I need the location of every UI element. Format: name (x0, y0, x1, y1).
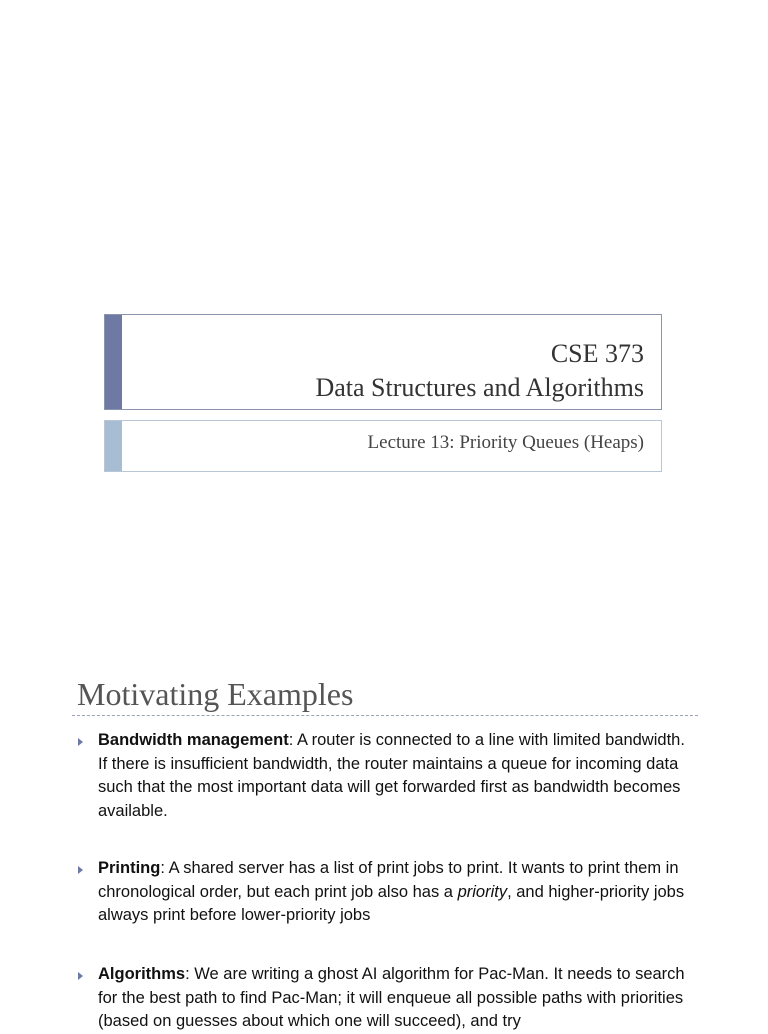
bullet-term: Bandwidth management (98, 731, 289, 749)
bullet-item (78, 857, 698, 928)
bullet-text: : We are writing a ghost AI algorithm for Pac-Man. It needs to search for the best path to find Pac-Man; it will enqueue all possible paths with priorities (based on guesses about which one will succeed), and try (98, 965, 685, 1030)
course-code: CSE 373 (550, 339, 644, 368)
subtitle-box (104, 420, 662, 472)
bullet-arrow-icon (78, 866, 83, 874)
bullet-item (78, 729, 698, 823)
title-accent-bar (105, 315, 122, 409)
bullet-item (78, 963, 698, 1034)
slide-title (315, 337, 644, 405)
bullet-arrow-icon (78, 738, 83, 746)
subtitle-accent-bar (105, 421, 122, 471)
title-box (104, 314, 662, 410)
slide-heading: Motivating Examples (77, 676, 354, 712)
bullet-text: : A router is connected to a line with limited bandwidth. If there is insufficient bandwidth, the router maintains a queue for incoming data such that the most important data will get forwarded first as bandwidth becomes available. (98, 731, 685, 820)
bullet-emphasis: priority (457, 882, 508, 901)
bullet-term: Algorithms (98, 965, 186, 983)
bullet-term: Printing (98, 859, 161, 877)
heading-divider (72, 715, 698, 716)
bullet-text: , and higher-priority jobs always print before lower-priority jobs (98, 882, 685, 924)
bullet-arrow-icon (78, 972, 83, 980)
bullet-text: : A shared server has a list of print jobs to print. It wants to print them in chronological order, but each print job also has a (98, 859, 679, 901)
course-name: Data Structures and Algorithms (315, 373, 644, 402)
lecture-subtitle: Lecture 13: Priority Queues (Heaps) (367, 432, 644, 453)
